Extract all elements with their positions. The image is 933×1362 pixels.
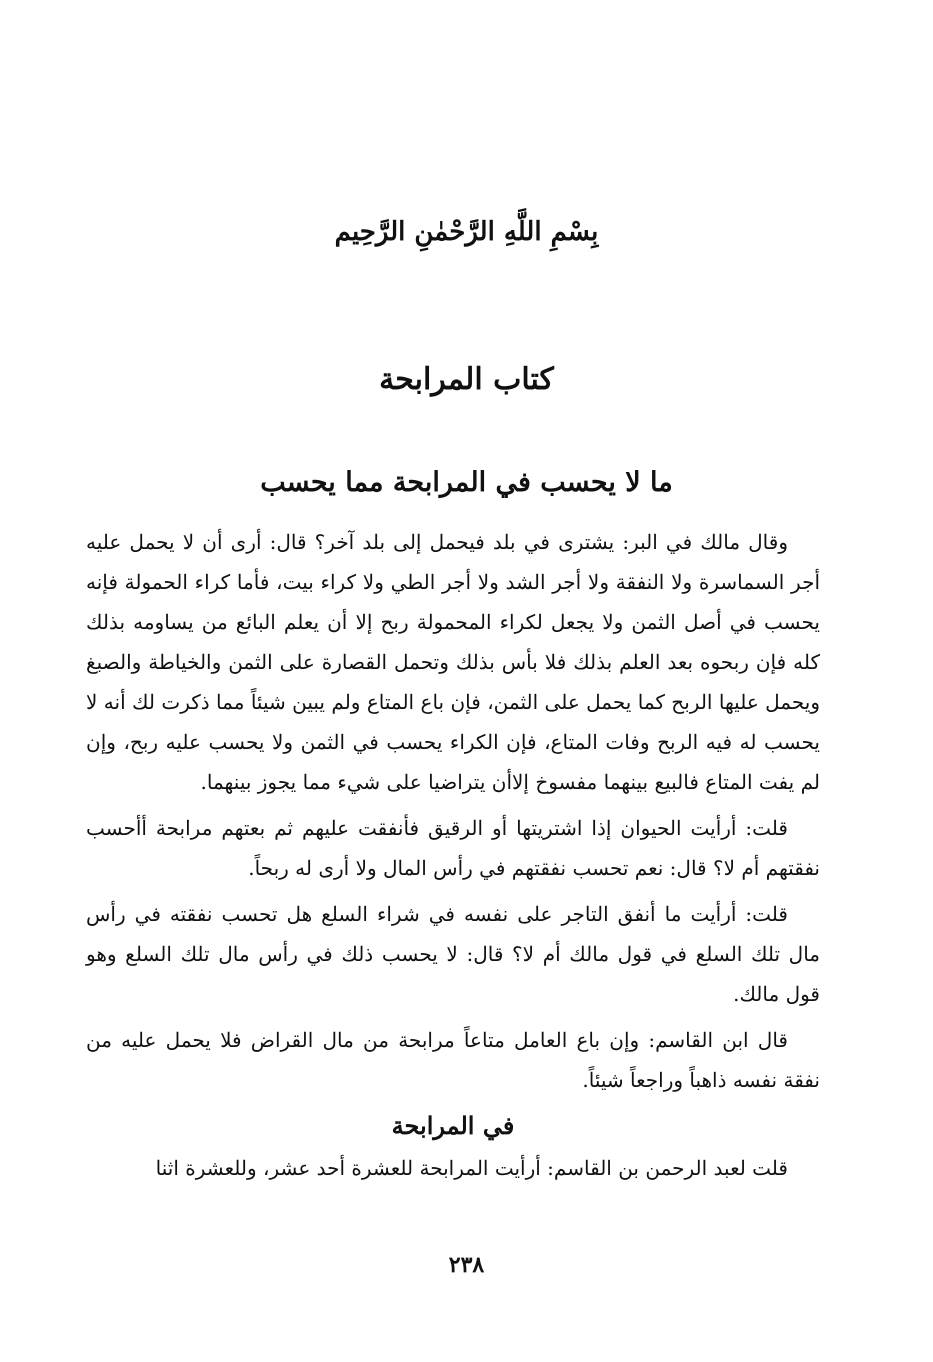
- paragraph: وقال مالك في البر: يشترى في بلد فيحمل إلى بلد آخر؟ قال: أرى أن لا يحمل عليه أجر السماسرة ولا النفقة ولا أجر الشد ولا أجر الطي ولا كراء بيت، فأما كراء الحمولة فإنه يحسب في أصل الثمن ولا يجعل لكراء المحمولة ربح إلا أن يعلم البائع من يساومه بذلك كله فإن ربحوه بعد العلم بذلك فلا بأس بذلك وتحمل القصارة على الثمن والخياطة والصبغ ويحمل عليها الربح كما يحمل على الثمن، فإن باع المتاع ولم يبين شيئاً مما ذكرت لك أنه لا يحسب له فيه الربح وفات المتاع، فإن الكراء يحسب في الثمن ولا يحسب عليه ربح، وإن لم يفت المتاع فالبيع بينهما مفسوخ إلاأن يتراضيا على شيء مما يجوز بينهما.: [86, 530, 820, 794]
- section-subheading: في المرابحة: [391, 1111, 515, 1140]
- paragraph: قلت: أرأيت ما أنفق التاجر على نفسه في شراء السلع هل تحسب نفقته في رأس مال تلك السلع في قول مالك أم لا؟ قال: لا يحسب ذلك في رأس مال تلك السلع وهو قول مالك.: [86, 902, 820, 1006]
- book-title: كتاب المرابحة: [379, 362, 554, 397]
- page-number: ٢٣٨: [448, 1252, 485, 1278]
- paragraph: قلت لعبد الرحمن بن القاسم: أرأيت المرابحة للعشرة أحد عشر، وللعشرة اثنا: [155, 1156, 788, 1180]
- paragraph: قلت: أرأيت الحيوان إذا اشتريتها أو الرقيق فأنفقت عليهم ثم بعتهم مرابحة أأحسب نفقتهم أم لا؟ قال: نعم تحسب نفقتهم في رأس المال ولا أرى له ربحاً.: [86, 816, 820, 880]
- chapter-heading: ما لا يحسب في المرابحة مما يحسب: [260, 467, 673, 498]
- paragraph: قال ابن القاسم: وإن باع العامل متاعاً مرابحة من مال القراض فلا يحمل عليه من نفقة نفسه ذاهباً وراجعاً شيئاً.: [86, 1028, 820, 1092]
- basmala: بِسْمِ اللَّهِ الرَّحْمٰنِ الرَّحِيم: [334, 217, 599, 247]
- body-text: [86, 522, 820, 1194]
